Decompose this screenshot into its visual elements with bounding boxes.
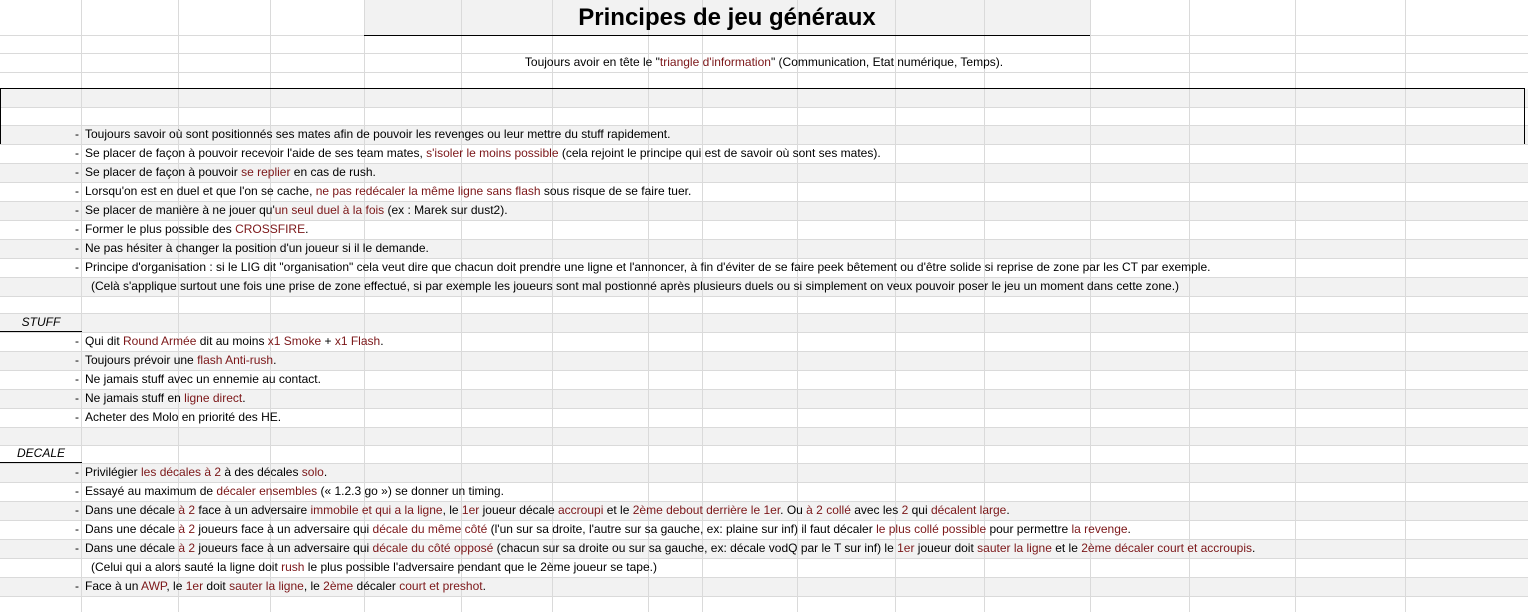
rule-text: Se placer de façon à pouvoir [85, 165, 242, 179]
rule-highlight: les décales à 2 [141, 465, 222, 479]
rule-text: , le [303, 579, 324, 593]
rule-text: joueur décale [479, 503, 558, 517]
rule-text: , le [166, 579, 186, 593]
general-rule [85, 126, 670, 143]
bullet-dash: - [75, 372, 79, 386]
rule-highlight: solo [301, 465, 324, 479]
bullet-dash: - [75, 203, 79, 217]
rule-highlight: x1 Flash [334, 334, 381, 348]
rule-highlight: 2ème [323, 579, 354, 593]
rule-text: face à un adversaire [195, 503, 311, 517]
bullet-dash: - [75, 391, 79, 405]
rule-text: . [242, 391, 246, 405]
rule-text: Toujours savoir où sont positionnés ses mates afin de pouvoir les revenges ou leur mettre du stuff rapidement. [85, 127, 671, 141]
rule-text: Dans une décale [85, 522, 179, 536]
rule-text: (chacun sur sa droite ou sur sa gauche, ex: décale vodQ par le T sur inf) le [493, 541, 898, 555]
rule-text: Former le plus possible des [85, 222, 236, 236]
general-rule [85, 183, 691, 200]
rule-text: . [305, 222, 309, 236]
title-underline [364, 35, 1090, 36]
rule-highlight: AWP [141, 579, 167, 593]
rule-text: (ex : Marek sur dust2). [384, 203, 508, 217]
row-band [0, 313, 1528, 332]
general-rule [85, 164, 376, 181]
rule-text: Dans une décale [85, 503, 179, 517]
rule-highlight: se replier [241, 165, 291, 179]
section-label-stuff: STUFF [21, 315, 61, 329]
rule-highlight: ligne direct [184, 391, 243, 405]
rule-text: (cela rejoint le principe qui est de savoir où sont ses mates). [558, 146, 881, 160]
rule-highlight: rush [281, 560, 305, 574]
stuff-rule [85, 371, 321, 388]
rule-text: Face à un [85, 579, 142, 593]
rule-highlight: à 2 collé [806, 503, 851, 517]
bullet-dash: - [75, 241, 79, 255]
bullet-dash: - [75, 146, 79, 160]
stuff-rule [85, 390, 246, 407]
rule-text: avec les [850, 503, 902, 517]
rule-highlight: ne pas redécaler la même ligne sans flash [315, 184, 541, 198]
rule-highlight: à 2 [178, 541, 196, 555]
rule-text: . [380, 334, 384, 348]
rule-text: , le [442, 503, 462, 517]
general-rule [85, 202, 508, 219]
rule-text: . [1252, 541, 1256, 555]
bullet-dash: - [75, 503, 79, 517]
rule-highlight: s'isoler le moins possible [426, 146, 559, 160]
rule-text: (Celà s'applique surtout une fois une prise de zone effectué, si par exemple les joueurs sont mal postionné après plusieurs duels ou si simplement on veux pouvoir poser le jeu un moment dans cette zone.) [91, 279, 1180, 293]
grid-row-line [0, 107, 1528, 108]
box-border [1524, 88, 1525, 144]
general-rule [85, 240, 429, 257]
grid-row-line [0, 596, 1528, 597]
rule-text: doit [203, 579, 230, 593]
decale-rule [85, 540, 1255, 557]
general-rule [85, 221, 308, 238]
decale-rule [85, 464, 327, 481]
stuff-rule [85, 333, 384, 350]
rule-text: Dans une décale [85, 541, 179, 555]
rule-highlight: 1er [185, 579, 204, 593]
rule-text: . [482, 579, 486, 593]
stuff-rule [85, 409, 281, 426]
rule-text: joueurs face à un adversaire qui [195, 522, 373, 536]
bullet-dash: - [75, 541, 79, 555]
rule-text: à des décales [221, 465, 302, 479]
bullet-dash: - [75, 410, 79, 424]
bullet-dash: - [75, 127, 79, 141]
general-rule [85, 259, 1210, 276]
general-rule-note [91, 278, 1179, 295]
rule-text: joueur doit [914, 541, 978, 555]
general-rule [85, 145, 881, 162]
bullet-dash: - [75, 260, 79, 274]
rule-highlight: x1 Smoke [267, 334, 322, 348]
rule-text: Se placer de façon à pouvoir recevoir l'aide de ses team mates, [85, 146, 427, 160]
rule-text: et le [1051, 541, 1082, 555]
rule-highlight: un seul duel à la fois [274, 203, 385, 217]
rule-highlight: décalent large [930, 503, 1007, 517]
decale-rule [85, 521, 1131, 538]
rule-text: Ne jamais stuff en [85, 391, 185, 405]
rule-text: Acheter des Molo en priorité des HE. [85, 410, 282, 424]
bullet-dash: - [75, 222, 79, 236]
rule-text: le plus possible l'adversaire pendant que le 2ème joueur se tape.) [304, 560, 657, 574]
stuff-rule [85, 352, 276, 369]
rule-highlight: 2 [901, 503, 909, 517]
rule-text: . [323, 465, 328, 479]
bullet-dash: - [75, 484, 79, 498]
rule-highlight: à 2 [178, 522, 196, 536]
rule-text: Ne pas hésiter à changer la position d'un joueur si il le demande. [85, 241, 429, 255]
rule-text: Privilégier [85, 465, 142, 479]
subtitle-text: Toujours avoir en tête le " [524, 55, 660, 69]
rule-highlight: accroupi [558, 503, 604, 517]
rule-text: joueurs face à un adversaire qui [195, 541, 373, 555]
grid-row-line [0, 445, 1528, 446]
rule-highlight: 2ème décaler court et accroupis [1081, 541, 1252, 555]
rule-highlight: décale du même côté [372, 522, 488, 536]
rule-text: en cas de rush. [290, 165, 376, 179]
rule-highlight: 1er [461, 503, 480, 517]
rule-text: dit au moins [196, 334, 268, 348]
rule-highlight: 1er [897, 541, 915, 555]
rule-text: + [321, 334, 335, 348]
rule-text: Lorsqu'on est en duel et que l'on se cache, [85, 184, 316, 198]
bullet-dash: - [75, 184, 79, 198]
grid-row-line [0, 72, 1528, 73]
rule-text: pour permettre [986, 522, 1072, 536]
rule-highlight: court et preshot [399, 579, 483, 593]
rule-text: décaler [353, 579, 400, 593]
rule-text: sous risque de se faire tuer. [540, 184, 692, 198]
rule-highlight: décale du côté opposé [372, 541, 494, 555]
bullet-dash: - [75, 334, 79, 348]
rule-highlight: Round Armée [123, 334, 197, 348]
subtitle [0, 54, 1528, 71]
decale-rule [85, 502, 1010, 519]
rule-text: (l'un sur sa droite, l'autre sur sa gauche, ex: plaine sur inf) il faut décaler [487, 522, 877, 536]
box-border [0, 88, 1, 144]
section-underline [0, 462, 82, 463]
rule-text: . [273, 353, 277, 367]
row-band [0, 89, 1528, 107]
bullet-dash: - [75, 522, 79, 536]
rule-text: Qui dit [85, 334, 124, 348]
rule-highlight: le plus collé possible [876, 522, 987, 536]
bullet-dash: - [75, 465, 79, 479]
row-band [0, 427, 1528, 445]
decale-rule [85, 578, 486, 595]
section-underline [0, 331, 82, 332]
rule-text: . [1006, 503, 1010, 517]
rule-text: (« 1.2.3 go ») se donner un timing. [317, 484, 504, 498]
bullet-dash: - [75, 353, 79, 367]
rule-highlight: sauter la ligne [977, 541, 1052, 555]
rule-highlight: la revenge [1071, 522, 1128, 536]
page-title: Principes de jeu généraux [578, 4, 876, 31]
rule-highlight: CROSSFIRE [235, 222, 306, 236]
rule-text: qui [908, 503, 931, 517]
rule-text: Essayé au maximum de [85, 484, 217, 498]
rule-text: Se placer de manière à ne jouer qu' [85, 203, 275, 217]
rule-text: Principe d'organisation : si le LIG dit "organisation" cela veut dire que chacun doit prendre une ligne et l'annoncer, à fin d'éviter de se faire peek bêtement ou d'être solide si reprise de zone par les CT par exemple. [85, 260, 1211, 274]
grid-row-line [0, 313, 1528, 314]
bullet-dash: - [75, 165, 79, 179]
section-label-decale: DECALE [16, 446, 66, 460]
rule-highlight: immobile et qui a la ligne [310, 503, 443, 517]
grid-row-line [0, 296, 1528, 297]
decale-rule-note [91, 559, 657, 576]
box-border [0, 88, 1525, 89]
rule-highlight: flash Anti-rush [197, 353, 274, 367]
rule-highlight: 2ème debout derrière le 1er [632, 503, 781, 517]
bullet-dash: - [75, 579, 79, 593]
rule-text: et le [603, 503, 633, 517]
rule-text: (Celui qui a alors sauté la ligne doit [91, 560, 282, 574]
rule-text: Ne jamais stuff avec un ennemie au contact. [85, 372, 321, 386]
rule-text: . Ou [780, 503, 807, 517]
rule-text: . [1127, 522, 1131, 536]
grid-row-line [0, 427, 1528, 428]
rule-text: Toujours prévoir une [85, 353, 198, 367]
subtitle-text: " (Communication, Etat numérique, Temps). [770, 55, 1004, 69]
decale-rule [85, 483, 504, 500]
rule-highlight: décaler ensembles [216, 484, 318, 498]
subtitle-highlight: triangle d'information [659, 55, 771, 69]
rule-highlight: à 2 [178, 503, 196, 517]
rule-highlight: sauter la ligne [229, 579, 304, 593]
